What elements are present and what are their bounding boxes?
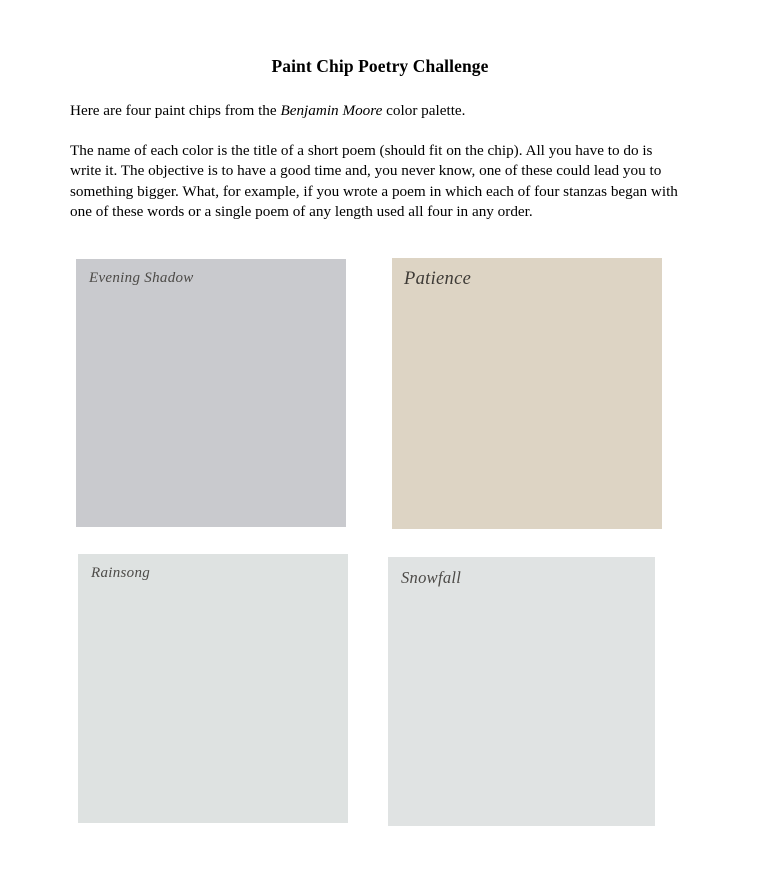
instructions-paragraph: The name of each color is the title of a short poem (should fit on the chip). All you have to do is write it. The objective is to have a good time and, you never know, one of these could lead you to something bigger. What, for example, if you wrote a poem in which each of four stanzas began with one of these words or a single poem of any length used all four in any order. (70, 142, 678, 220)
paint-chip-label: Patience (404, 269, 472, 289)
paint-chip-snowfall[interactable] (388, 557, 655, 826)
paint-chip-label: Evening Shadow (89, 270, 194, 286)
paint-chip-evening-shadow[interactable] (76, 259, 346, 527)
paint-chip-patience[interactable] (392, 258, 662, 529)
paint-chip-label: Snowfall (401, 568, 462, 587)
intro-text-before-brand: Here are four paint chips from the (70, 102, 281, 120)
brand-name: Benjamin Moore (280, 102, 383, 120)
page-title: Paint Chip Poetry Challenge (271, 55, 489, 76)
intro-sentence (70, 101, 690, 121)
paint-chip-label: Rainsong (91, 565, 151, 581)
paint-chip-rainsong[interactable] (78, 554, 348, 823)
intro-text-after-brand: color palette. (382, 102, 466, 120)
